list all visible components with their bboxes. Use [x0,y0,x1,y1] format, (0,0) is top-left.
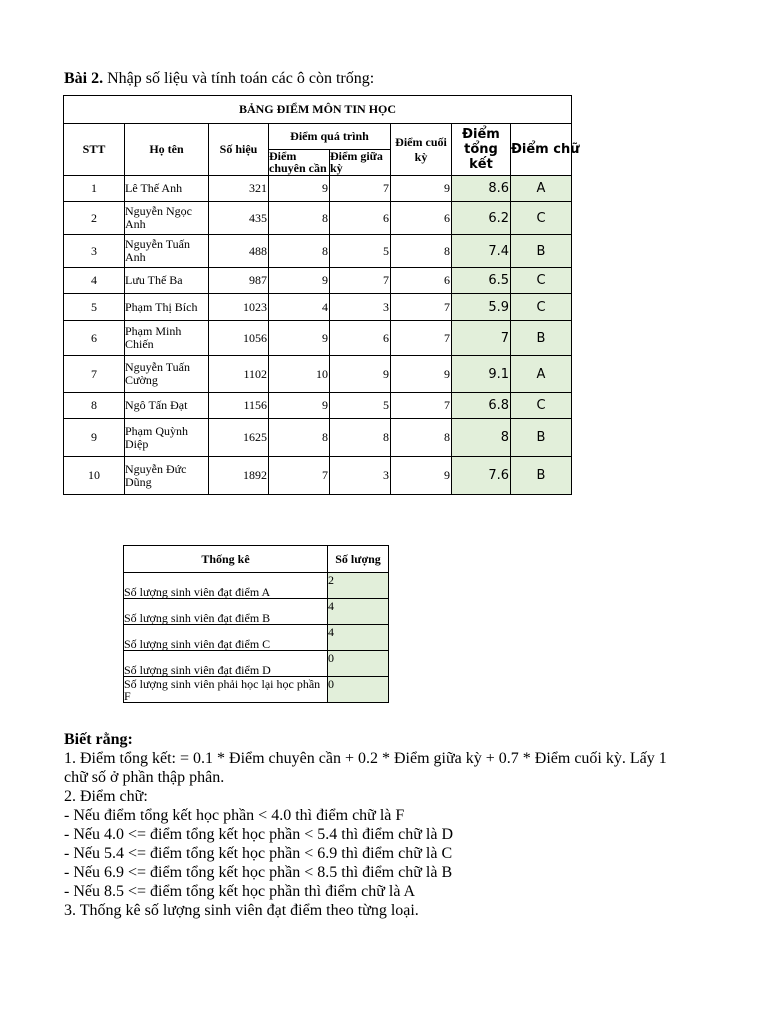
total-cell: 6.5 [452,268,511,294]
stt-cell: 2 [64,202,125,235]
grade-table-row [64,419,572,457]
header-total-score: Điểm tổng kết [452,124,511,176]
id-cell: 488 [209,235,269,268]
header-id: Số hiệu [209,124,269,176]
stats-label-cell: Số lượng sinh viên đạt điểm D [124,651,328,677]
note-line: - Nếu điểm tổng kết học phần < 4.0 thì điểm chữ là F [64,807,405,824]
total-cell: 8.6 [452,176,511,202]
final-cell: 9 [391,457,452,495]
total-cell: 7.4 [452,235,511,268]
grade-table [63,95,580,495]
stats-row [124,651,389,677]
note-line: - Nếu 4.0 <= điểm tổng kết học phần < 5.4 thì điểm chữ là D [64,826,453,843]
exercise-instruction: Nhập số liệu và tính toán các ô còn trống: [103,70,375,87]
id-cell: 435 [209,202,269,235]
stt-cell: 8 [64,393,125,419]
grade-table-row [64,235,572,268]
letter-cell: B [511,321,572,356]
attendance-cell: 9 [269,268,330,294]
letter-cell: C [511,268,572,294]
stats-label-cell: Số lượng sinh viên đạt điểm B [124,599,328,625]
header-midterm-score: Điểm giữa kỳ [330,150,391,176]
stats-row [124,599,389,625]
name-cell: Lê Thế Anh [125,176,209,202]
stats-label-cell: Số lượng sinh viên đạt điểm C [124,625,328,651]
grade-table-row [64,457,572,495]
stats-table [123,545,389,703]
stats-count-cell: 2 [328,573,389,599]
id-cell: 1056 [209,321,269,356]
midterm-cell: 5 [330,235,391,268]
name-cell: Ngô Tấn Đạt [125,393,209,419]
grade-table-row [64,268,572,294]
stt-cell: 7 [64,356,125,393]
note-line: - Nếu 5.4 <= điểm tổng kết học phần < 6.9 thì điểm chữ là C [64,845,453,862]
name-cell: Nguyễn Đức Dũng [125,457,209,495]
exercise-number: Bài 2. [64,70,104,87]
total-cell: 7.6 [452,457,511,495]
midterm-cell: 6 [330,321,391,356]
id-cell: 1102 [209,356,269,393]
final-cell: 9 [391,176,452,202]
grade-table-row [64,202,572,235]
final-cell: 6 [391,202,452,235]
stt-cell: 4 [64,268,125,294]
id-cell: 987 [209,268,269,294]
notes-title: Biết rằng: [64,731,133,748]
grade-table-row [64,176,572,202]
name-cell: Phạm Quỳnh Diệp [125,419,209,457]
midterm-cell: 3 [330,457,391,495]
name-cell: Nguyễn Tuấn Cường [125,356,209,393]
final-cell: 9 [391,356,452,393]
name-cell: Nguyễn Tuấn Anh [125,235,209,268]
note-line: 2. Điểm chữ: [64,788,148,805]
stats-label-cell: Số lượng sinh viên đạt điểm A [124,573,328,599]
stt-cell: 3 [64,235,125,268]
stats-row [124,625,389,651]
stats-header-count: Số lượng [328,546,389,573]
stats-count-cell: 0 [328,651,389,677]
name-cell: Phạm Thị Bích [125,294,209,321]
stt-cell: 5 [64,294,125,321]
letter-cell: B [511,419,572,457]
header-name: Họ tên [125,124,209,176]
name-cell: Phạm Minh Chiến [125,321,209,356]
letter-cell: A [511,176,572,202]
letter-cell: C [511,393,572,419]
attendance-cell: 10 [269,356,330,393]
stats-row [124,677,389,703]
stt-cell: 10 [64,457,125,495]
name-cell: Lưu Thế Ba [125,268,209,294]
header-stt: STT [64,124,125,176]
attendance-cell: 7 [269,457,330,495]
header-attendance-score: Điểm chuyên cần [269,150,330,176]
note-line: - Nếu 8.5 <= điểm tổng kết học phần thì điểm chữ là A [64,883,416,900]
attendance-cell: 9 [269,321,330,356]
stats-label-cell: Số lượng sinh viên phải học lại học phần F [124,677,328,703]
final-cell: 7 [391,294,452,321]
exercise-heading [64,70,374,88]
final-cell: 8 [391,235,452,268]
letter-cell: B [511,235,572,268]
stats-count-cell: 4 [328,625,389,651]
stats-row [124,573,389,599]
grade-table-row [64,294,572,321]
letter-cell: C [511,294,572,321]
total-cell: 7 [452,321,511,356]
id-cell: 1625 [209,419,269,457]
grade-table-row [64,356,572,393]
final-cell: 6 [391,268,452,294]
header-process-score: Điểm quá trình [269,124,391,150]
midterm-cell: 8 [330,419,391,457]
total-cell: 8 [452,419,511,457]
grade-table-row [64,321,572,356]
name-cell: Nguyễn Ngọc Anh [125,202,209,235]
letter-cell: A [511,356,572,393]
stt-cell: 6 [64,321,125,356]
total-cell: 6.8 [452,393,511,419]
final-cell: 8 [391,419,452,457]
attendance-cell: 9 [269,176,330,202]
attendance-cell: 8 [269,235,330,268]
final-cell: 7 [391,321,452,356]
grade-table-title: BẢNG ĐIỂM MÔN TIN HỌC [64,96,572,124]
attendance-cell: 4 [269,294,330,321]
attendance-cell: 8 [269,419,330,457]
id-cell: 1156 [209,393,269,419]
attendance-cell: 8 [269,202,330,235]
note-line: 1. Điểm tổng kết: = 0.1 * Điểm chuyên cần + 0.2 * Điểm giữa kỳ + 0.7 * Điểm cuối kỳ. Lấy 1 chữ số ở phần thập phân. [64,750,667,786]
midterm-cell: 6 [330,202,391,235]
total-cell: 6.2 [452,202,511,235]
midterm-cell: 9 [330,356,391,393]
total-cell: 5.9 [452,294,511,321]
stt-cell: 9 [64,419,125,457]
stt-cell: 1 [64,176,125,202]
midterm-cell: 7 [330,176,391,202]
stats-header-label: Thống kê [124,546,328,573]
midterm-cell: 3 [330,294,391,321]
letter-cell: B [511,457,572,495]
header-letter-grade: Điểm chữ [511,124,572,176]
header-final-score: Điểm cuối kỳ [391,124,452,176]
note-line: - Nếu 6.9 <= điểm tổng kết học phần < 8.5 thì điểm chữ là B [64,864,453,881]
id-cell: 1023 [209,294,269,321]
note-line: 3. Thống kê số lượng sinh viên đạt điểm theo từng loại. [64,902,419,919]
attendance-cell: 9 [269,393,330,419]
midterm-cell: 7 [330,268,391,294]
stats-count-cell: 0 [328,677,389,703]
id-cell: 1892 [209,457,269,495]
letter-cell: C [511,202,572,235]
midterm-cell: 5 [330,393,391,419]
total-cell: 9.1 [452,356,511,393]
stats-count-cell: 4 [328,599,389,625]
grade-table-row [64,393,572,419]
final-cell: 7 [391,393,452,419]
id-cell: 321 [209,176,269,202]
notes-section [64,730,684,920]
